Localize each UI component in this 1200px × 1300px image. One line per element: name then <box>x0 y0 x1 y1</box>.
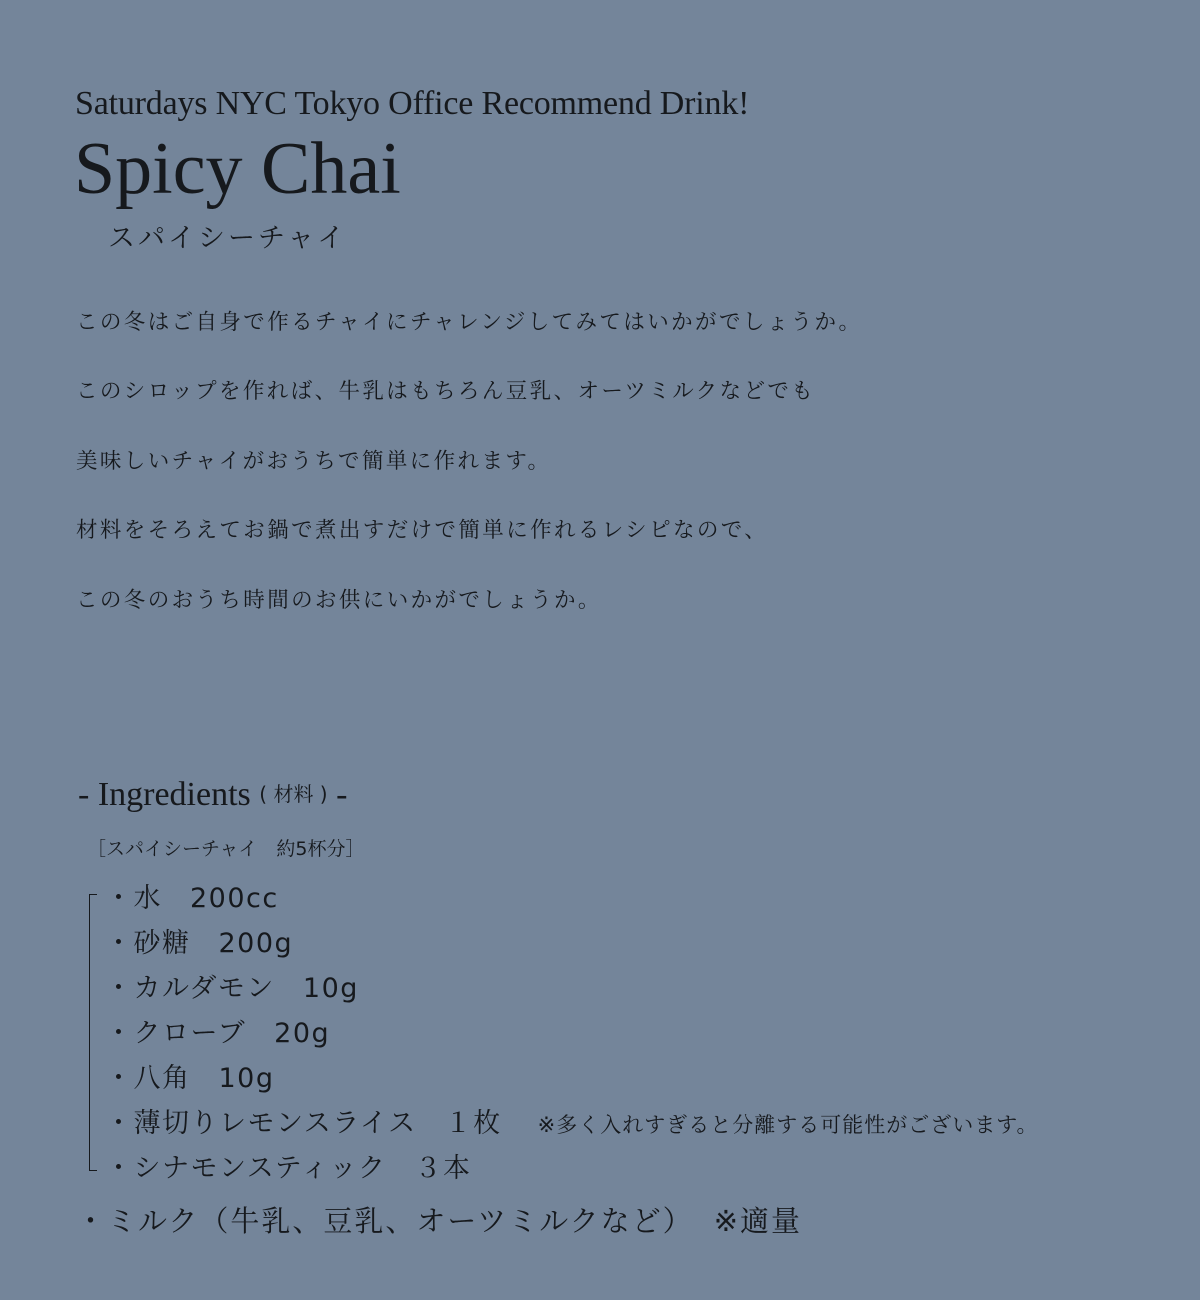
ingredient-item <box>105 1017 330 1051</box>
page-title: Spicy Chai <box>74 128 401 210</box>
ingredient-qty: 20g <box>274 1018 331 1049</box>
intro-line: この冬のおうち時間のお供にいかがでしょうか。 <box>76 588 602 613</box>
servings-label: ［スパイシーチャイ 約5杯分］ <box>87 838 365 860</box>
intro-line: 美味しいチャイがおうちで簡単に作れます。 <box>76 449 552 474</box>
intro-line: このシロップを作れば、牛乳はもちろん豆乳、オーツミルクなどでも <box>76 379 816 404</box>
ingredient-item <box>105 1152 472 1186</box>
ingredient-item <box>105 882 279 916</box>
milk-name: ・ミルク（牛乳、豆乳、オーツミルクなど） <box>76 1204 694 1238</box>
intro-line: 材料をそろえてお鍋で煮出すだけで簡単に作れるレシピなので、 <box>76 518 769 543</box>
ingredient-item <box>105 972 359 1006</box>
ingredients-heading-prefix: - Ingredients <box>78 776 251 813</box>
ingredient-name: ・水 <box>105 883 162 914</box>
ingredient-note: ※多く入れすぎると分離する可能性がございます。 <box>537 1113 1039 1137</box>
ingredient-name: ・砂糖 <box>105 928 191 959</box>
ingredient-qty: １枚 <box>444 1108 502 1139</box>
ingredient-qty: ３本 <box>414 1153 472 1184</box>
ingredient-qty: 10g <box>302 973 359 1004</box>
ingredient-name: ・薄切りレモンスライス <box>105 1108 417 1139</box>
eyebrow-text: Saturdays NYC Tokyo Office Recommend Drink! <box>75 85 750 122</box>
intro-line: この冬はご自身で作るチャイにチャレンジしてみてはいかがでしょうか。 <box>76 310 863 335</box>
ingredient-item <box>105 1062 275 1096</box>
ingredient-qty: 200cc <box>190 883 279 914</box>
ingredients-heading-suffix: - <box>336 776 348 813</box>
milk-qty: ※適量 <box>713 1204 802 1238</box>
milk-item <box>76 1203 802 1239</box>
ingredients-heading <box>78 774 347 815</box>
ingredient-item <box>105 1107 1039 1142</box>
syrup-bracket <box>89 894 97 1171</box>
ingredient-qty: 200g <box>218 928 294 959</box>
ingredient-name: ・八角 <box>105 1063 191 1094</box>
ingredient-item <box>105 927 293 961</box>
ingredient-name: ・クローブ <box>105 1018 247 1049</box>
ingredient-name: ・シナモンスティック <box>105 1153 387 1184</box>
title-kana: スパイシーチャイ <box>108 223 348 254</box>
ingredient-name: ・カルダモン <box>105 973 275 1004</box>
ingredient-qty: 10g <box>218 1063 275 1094</box>
ingredients-heading-jp: ( 材料 ) <box>259 782 328 806</box>
